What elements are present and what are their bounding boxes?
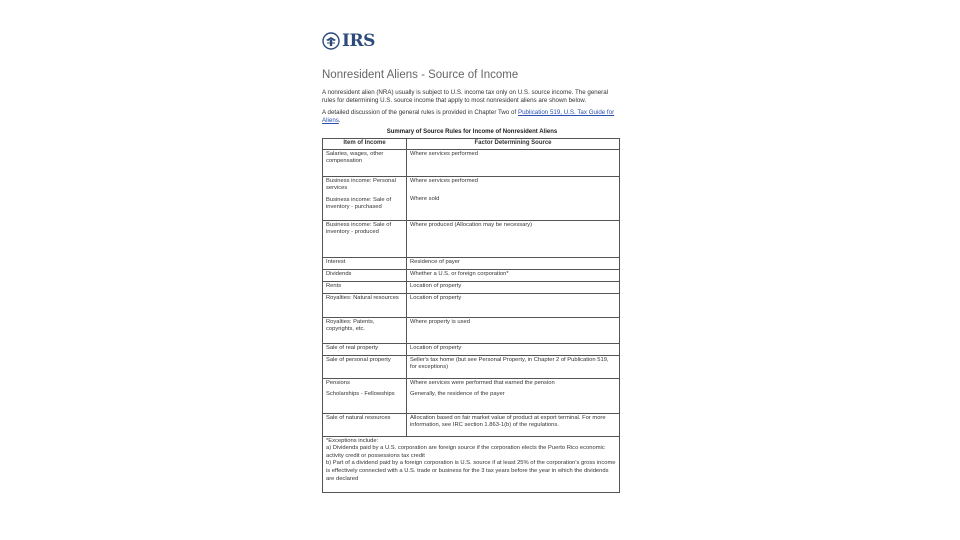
factor-cell: Seller's tax home (but see Personal Property, in Chapter 2 of Publication 519, for exceptions) (407, 355, 620, 378)
factor-cell: Where property is used (407, 317, 620, 343)
page-title: Nonresident Aliens - Source of Income (322, 69, 519, 81)
item-cell: Royalties: Natural resources (323, 293, 407, 317)
table-row (323, 355, 620, 378)
intro-paragraph: A nonresident alien (NRA) usually is subject to U.S. income tax only on U.S. source income. The general rules for determining U.S. source income that apply to most nonresident aliens are shown below. (322, 89, 609, 104)
factor-text-secondary: Generally, the residence of the payer (410, 391, 505, 398)
item-cell: Royalties: Patents, copyrights, etc. (323, 317, 407, 343)
discussion-suffix: . (338, 117, 341, 124)
item-cell: Sale of personal property (323, 355, 407, 378)
table-row (323, 220, 620, 257)
discussion-prefix: A detailed discussion of the general rules is provided in Chapter Two of (322, 109, 518, 116)
item-cell: Salaries, wages, other compensation (323, 149, 407, 176)
factor-text: Where services performed (410, 177, 478, 184)
column-header-item: Item of Income (323, 139, 407, 150)
footnote-item-a: a) Dividends paid by a U.S. corporation are foreign source if the corporation elects the Puerto Rico economic activity credit or possessions tax credit (326, 445, 605, 459)
factor-cell: Location of property (407, 281, 620, 293)
logo-text: IRS (342, 31, 375, 51)
table-row (323, 269, 620, 281)
item-cell: Sale of natural resources (323, 413, 407, 436)
factor-cell: Whether a U.S. or foreign corporation* (407, 269, 620, 281)
footnote-lead: *Exceptions include: (326, 437, 379, 444)
table-header-row (323, 139, 620, 150)
table-row (323, 317, 620, 343)
source-rules-table (322, 138, 620, 437)
table-row (323, 293, 620, 317)
factor-cell: Residence of payer (407, 257, 620, 269)
item-text: Pensions (326, 379, 350, 386)
item-cell (323, 176, 407, 220)
table-row (323, 281, 620, 293)
factor-cell: Location of property (407, 293, 620, 317)
irs-logo[interactable] (322, 30, 622, 52)
factor-cell: Location of property (407, 343, 620, 355)
column-header-factor: Factor Determining Source (407, 139, 620, 150)
item-cell: Interest (323, 257, 407, 269)
factor-cell (407, 176, 620, 220)
item-text-secondary: Business income: Sale of inventory - purchased (326, 196, 392, 211)
item-cell (323, 378, 407, 413)
item-cell: Sale of real property (323, 343, 407, 355)
discussion-paragraph (322, 109, 622, 125)
table-caption: Summary of Source Rules for Income of Nonresident Aliens (386, 129, 558, 135)
table-row (323, 257, 620, 269)
table-row (323, 343, 620, 355)
irs-eagle-icon (322, 32, 340, 50)
item-cell: Rents (323, 281, 407, 293)
document-page (322, 30, 622, 510)
table-row (323, 149, 620, 176)
factor-cell (407, 378, 620, 413)
item-text-secondary: Scholarships - Fellowships (326, 391, 395, 398)
publication-519-link[interactable]: Publication 519, U.S. Tax Guide for Aliens (322, 109, 615, 124)
factor-cell: Allocation based on fair market value of product at export terminal. For more information, see IRC section 1.863-1(b) of the regulations. (407, 413, 620, 436)
factor-text-secondary: Where sold (410, 196, 440, 203)
exceptions-footnote (322, 437, 620, 493)
item-cell: Business income: Sale of inventory - produced (323, 220, 407, 257)
footnote-item-b: b) Part of a dividend paid by a foreign corporation is U.S. source if at least 25% of the corporation's gross income is effectively connected with a U.S. trade or business for the 3 tax years before the year in which the dividends are declared (326, 460, 616, 482)
factor-cell: Where produced (Allocation may be necessary) (407, 220, 620, 257)
factor-cell: Where services performed (407, 149, 620, 176)
table-row (323, 413, 620, 436)
item-text: Business income: Personal services (326, 177, 396, 192)
table-row (323, 378, 620, 413)
factor-text: Where services were performed that earned the pension (410, 379, 555, 386)
table-row (323, 176, 620, 220)
item-cell: Dividends (323, 269, 407, 281)
